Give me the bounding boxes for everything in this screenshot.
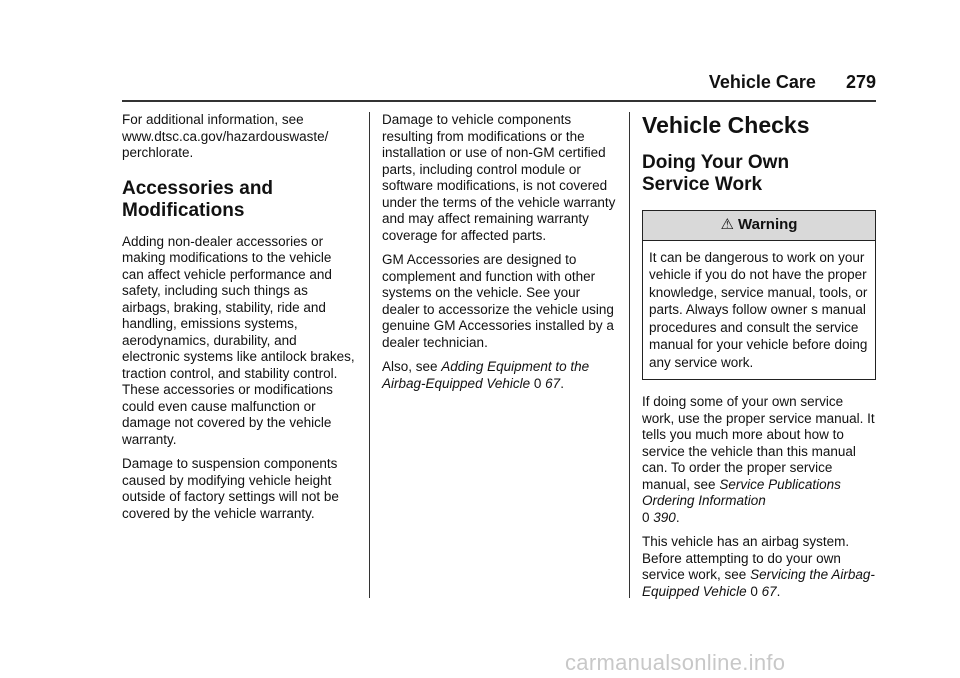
- column-divider-1: [369, 112, 370, 598]
- watermark: carmanualsonline.info: [565, 650, 786, 675]
- page-ref-symbol: 0: [750, 583, 758, 599]
- airbag-text: This vehicle has an airbag system. Before attempting to do your own service work, see: [642, 534, 850, 582]
- warning-label: Warning: [738, 216, 798, 233]
- accessories-heading-line1: Accessories and: [122, 177, 274, 199]
- warning-triangle-icon: ⚠: [720, 216, 734, 233]
- accessories-paragraph-1: Adding non-dealer accessories or making modifications to the vehicle can affect vehicle performance and safety, including such things as airbags, braking, stability, ride and handling, emissions systems, aerodynamics, durability, and electronic systems like antilock brakes, traction control, and stability control. These accessories or modifications could even cause malfunction or damage not covered by the vehicle warranty.: [122, 233, 355, 447]
- service-publications-link[interactable]: Service Publications Ordering Information: [642, 476, 841, 508]
- also-see-prefix: Also, see: [382, 359, 438, 374]
- page-ref-number[interactable]: 390: [653, 509, 676, 525]
- warning-box: [642, 210, 876, 380]
- adding-equipment-link[interactable]: Adding Equipment to the Airbag-Equipped Vehicle: [382, 359, 590, 391]
- servicing-airbag-link[interactable]: Servicing the Airbag-Equipped Vehicle: [642, 567, 875, 599]
- page-ref-number[interactable]: 67: [545, 375, 561, 391]
- service-manual-paragraph: If doing some of your own service work, use the proper service manual. It tells you much more about how to service the vehicle than this manual can. To order the proper service manual, see Service Publications Ordering Information 0 390.: [642, 394, 875, 525]
- service-work-heading-line2: Service Work: [642, 174, 763, 195]
- gm-accessories-paragraph: GM Accessories are designed to complement and function with other systems on the vehicle. See your dealer to accessorize the vehicle using genuine GM Accessories installed by a dealer technician.: [382, 252, 614, 350]
- page-ref-symbol: 0: [642, 509, 650, 525]
- warning-header: [643, 211, 875, 241]
- column-left: [122, 112, 356, 522]
- warning-text: It can be dangerous to work on your vehicle if you do not have the proper knowledge, service manual, tools, or parts. Always follow owner s manual procedures and consult the service manual for your vehicle before doing any service work.: [649, 249, 868, 370]
- page-ref-number[interactable]: 67: [761, 583, 777, 599]
- page-ref-symbol: 0: [533, 375, 542, 391]
- vehicle-checks-title: Vehicle Checks: [642, 112, 810, 138]
- accessories-paragraph-2: Damage to suspension components caused by modifying vehicle height outside of factory settings will not be covered by the vehicle warranty.: [122, 456, 339, 521]
- column-middle: [382, 112, 616, 392]
- column-divider-2: [629, 112, 630, 598]
- service-manual-text: If doing some of your own service work, use the proper service manual. It tells you much more about how to service the vehicle than this manual can. To order the proper service manual, see: [642, 394, 875, 492]
- column-right: [642, 112, 876, 600]
- accessories-heading-line2: Modifications: [122, 199, 245, 221]
- service-work-heading-line1: Doing Your Own: [642, 152, 790, 173]
- section-title: Vehicle Care: [708, 72, 816, 92]
- warranty-paragraph: Damage to vehicle components resulting from modifications or the installation or use of non-GM certified parts, including control module or software modifications, is not covered under the terms of the vehicle warranty and may affect remaining warranty coverage for affected parts.: [382, 112, 616, 243]
- accessories-heading: [122, 178, 356, 222]
- airbag-paragraph: This vehicle has an airbag system. Before attempting to do your own service work, see Servicing the Airbag-Equipped Vehicle 0 67.: [642, 534, 875, 599]
- intro-paragraph: For additional information, see www.dtsc.ca.gov/hazardouswaste/ perchlorate.: [122, 112, 329, 160]
- page-number: 279: [845, 72, 876, 92]
- header-rule: [122, 100, 876, 102]
- running-head: [709, 72, 876, 93]
- also-see-paragraph: Also, see Adding Equipment to the Airbag-Equipped Vehicle 0 67.: [382, 359, 590, 391]
- service-work-heading: [642, 152, 876, 196]
